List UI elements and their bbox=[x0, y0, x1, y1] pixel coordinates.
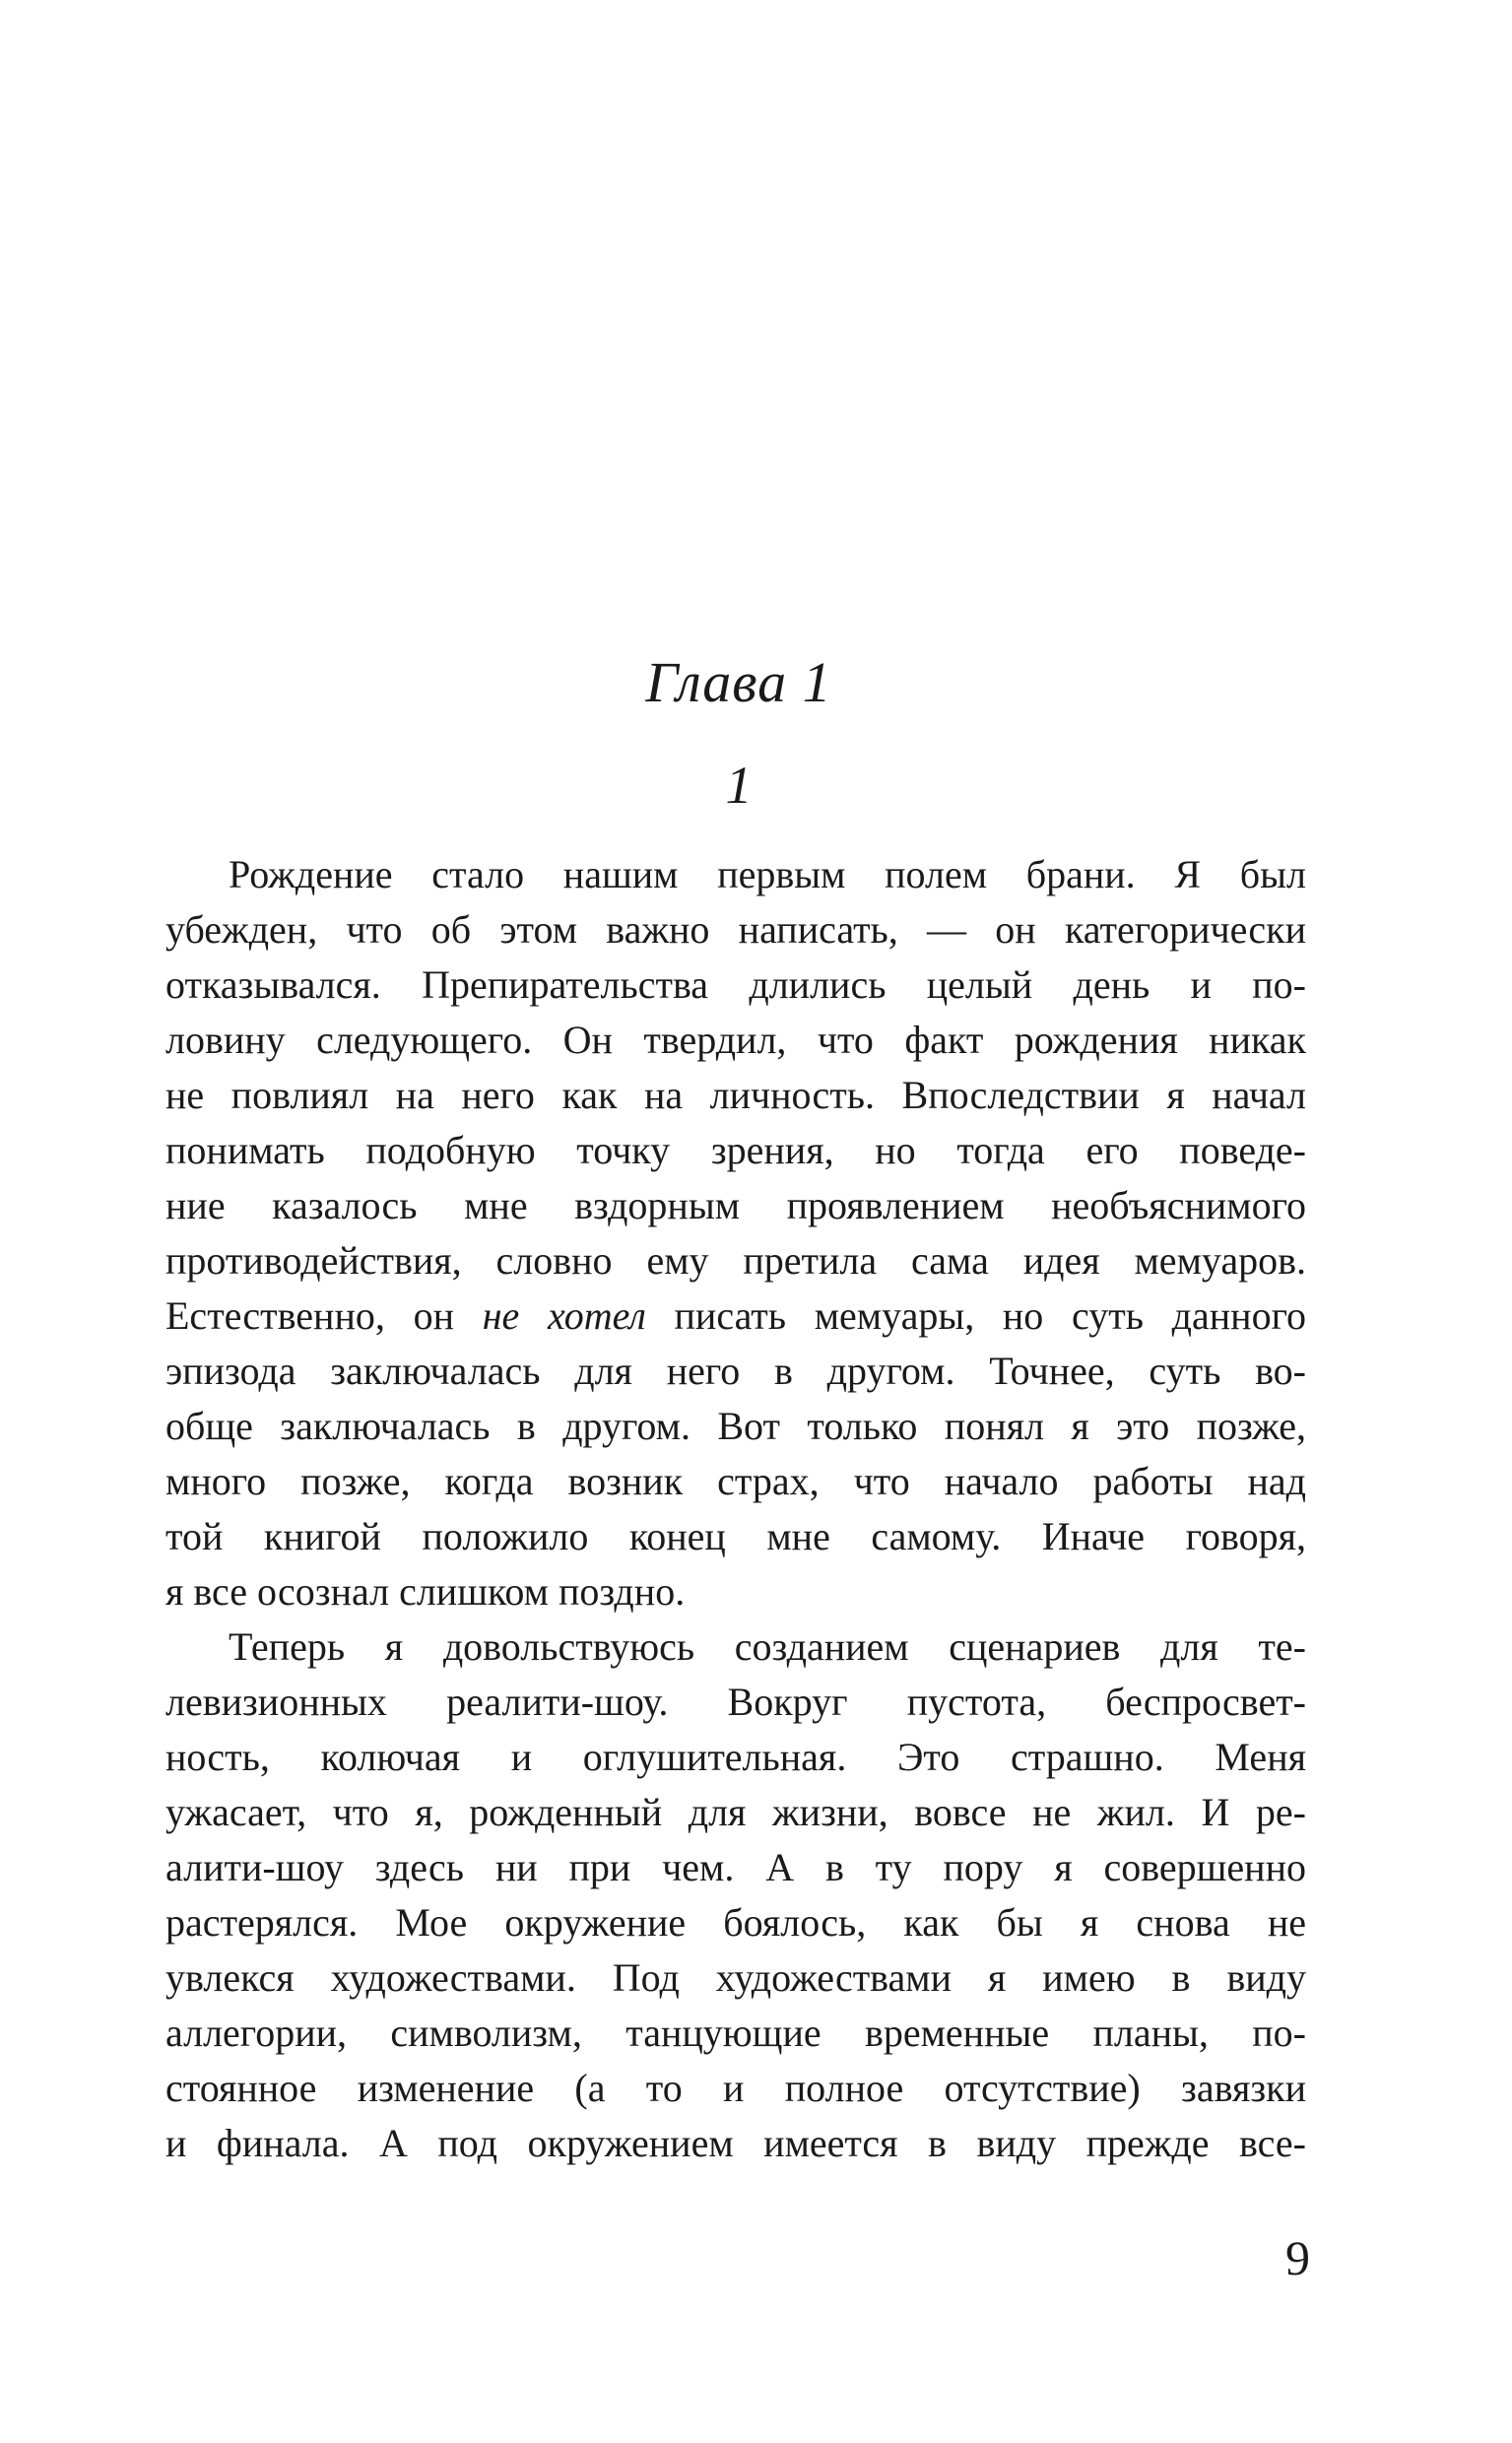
text-line: алити-шоу здесь ни при чем. А в ту пору я совершенно bbox=[165, 1845, 1306, 1889]
text-segment: писать мемуары, но суть данного bbox=[645, 1293, 1306, 1338]
text-line-with-emphasis bbox=[165, 1288, 1306, 1344]
emphasized-text: не хотел bbox=[482, 1293, 646, 1338]
text-line: Рождение стало нашим первым полем брани. Я был bbox=[229, 852, 1306, 896]
text-line: увлекся художествами. Под художествами я имею в виду bbox=[165, 1955, 1306, 2000]
text-segment: Естественно, он bbox=[165, 1293, 483, 1338]
text-line: много позже, когда возник страх, что начало работы над bbox=[165, 1459, 1306, 1503]
text-line: эпизода заключалась для него в другом. Точнее, суть во- bbox=[165, 1349, 1306, 1393]
text-line: той книгой положило конец мне самому. Иначе говоря, bbox=[165, 1514, 1306, 1558]
page-number: 9 bbox=[1285, 2230, 1310, 2285]
text-line: ность, колючая и оглушительная. Это страшно. Меня bbox=[165, 1735, 1306, 1779]
text-line: я все осознал слишком поздно. bbox=[165, 1569, 686, 1614]
text-line: ние казалось мне вздорным проявлением необъяснимого bbox=[165, 1183, 1306, 1227]
text-line: не повлиял на него как на личность. Впоследствии я начал bbox=[165, 1073, 1306, 1117]
text-line: растерялся. Мое окружение боялось, как бы я снова не bbox=[165, 1900, 1306, 1945]
text-line: аллегории, символизм, танцующие временные планы, по- bbox=[165, 2011, 1306, 2055]
chapter-title: Глава 1 bbox=[645, 650, 832, 714]
text-line: и финала. А под окружением имеется в виду прежде все- bbox=[165, 2121, 1306, 2165]
text-line: понимать подобную точку зрения, но тогда его поведе- bbox=[165, 1128, 1306, 1172]
body-text bbox=[165, 847, 1306, 2171]
text-line: убежден, что об этом важно написать, — он категорически bbox=[165, 907, 1306, 952]
text-line: Теперь я довольствуюсь созданием сценариев для те- bbox=[229, 1624, 1306, 1669]
text-line: обще заключалась в другом. Вот только понял я это позже, bbox=[165, 1404, 1306, 1448]
text-line: ужасает, что я, рожденный для жизни, вовсе не жил. И ре- bbox=[165, 1790, 1306, 1834]
text-line: отказывался. Препирательства длились целый день и по- bbox=[165, 962, 1306, 1007]
text-line: левизионных реалити-шоу. Вокруг пустота, беспросвет- bbox=[165, 1680, 1306, 1724]
text-line: стоянное изменение (а то и полное отсутствие) завязки bbox=[165, 2066, 1306, 2110]
text-line: ловину следующего. Он твердил, что факт рождения никак bbox=[165, 1018, 1306, 1062]
text-line: противодействия, словно ему претила сама идея мемуаров. bbox=[165, 1238, 1306, 1283]
section-number: 1 bbox=[725, 756, 753, 815]
